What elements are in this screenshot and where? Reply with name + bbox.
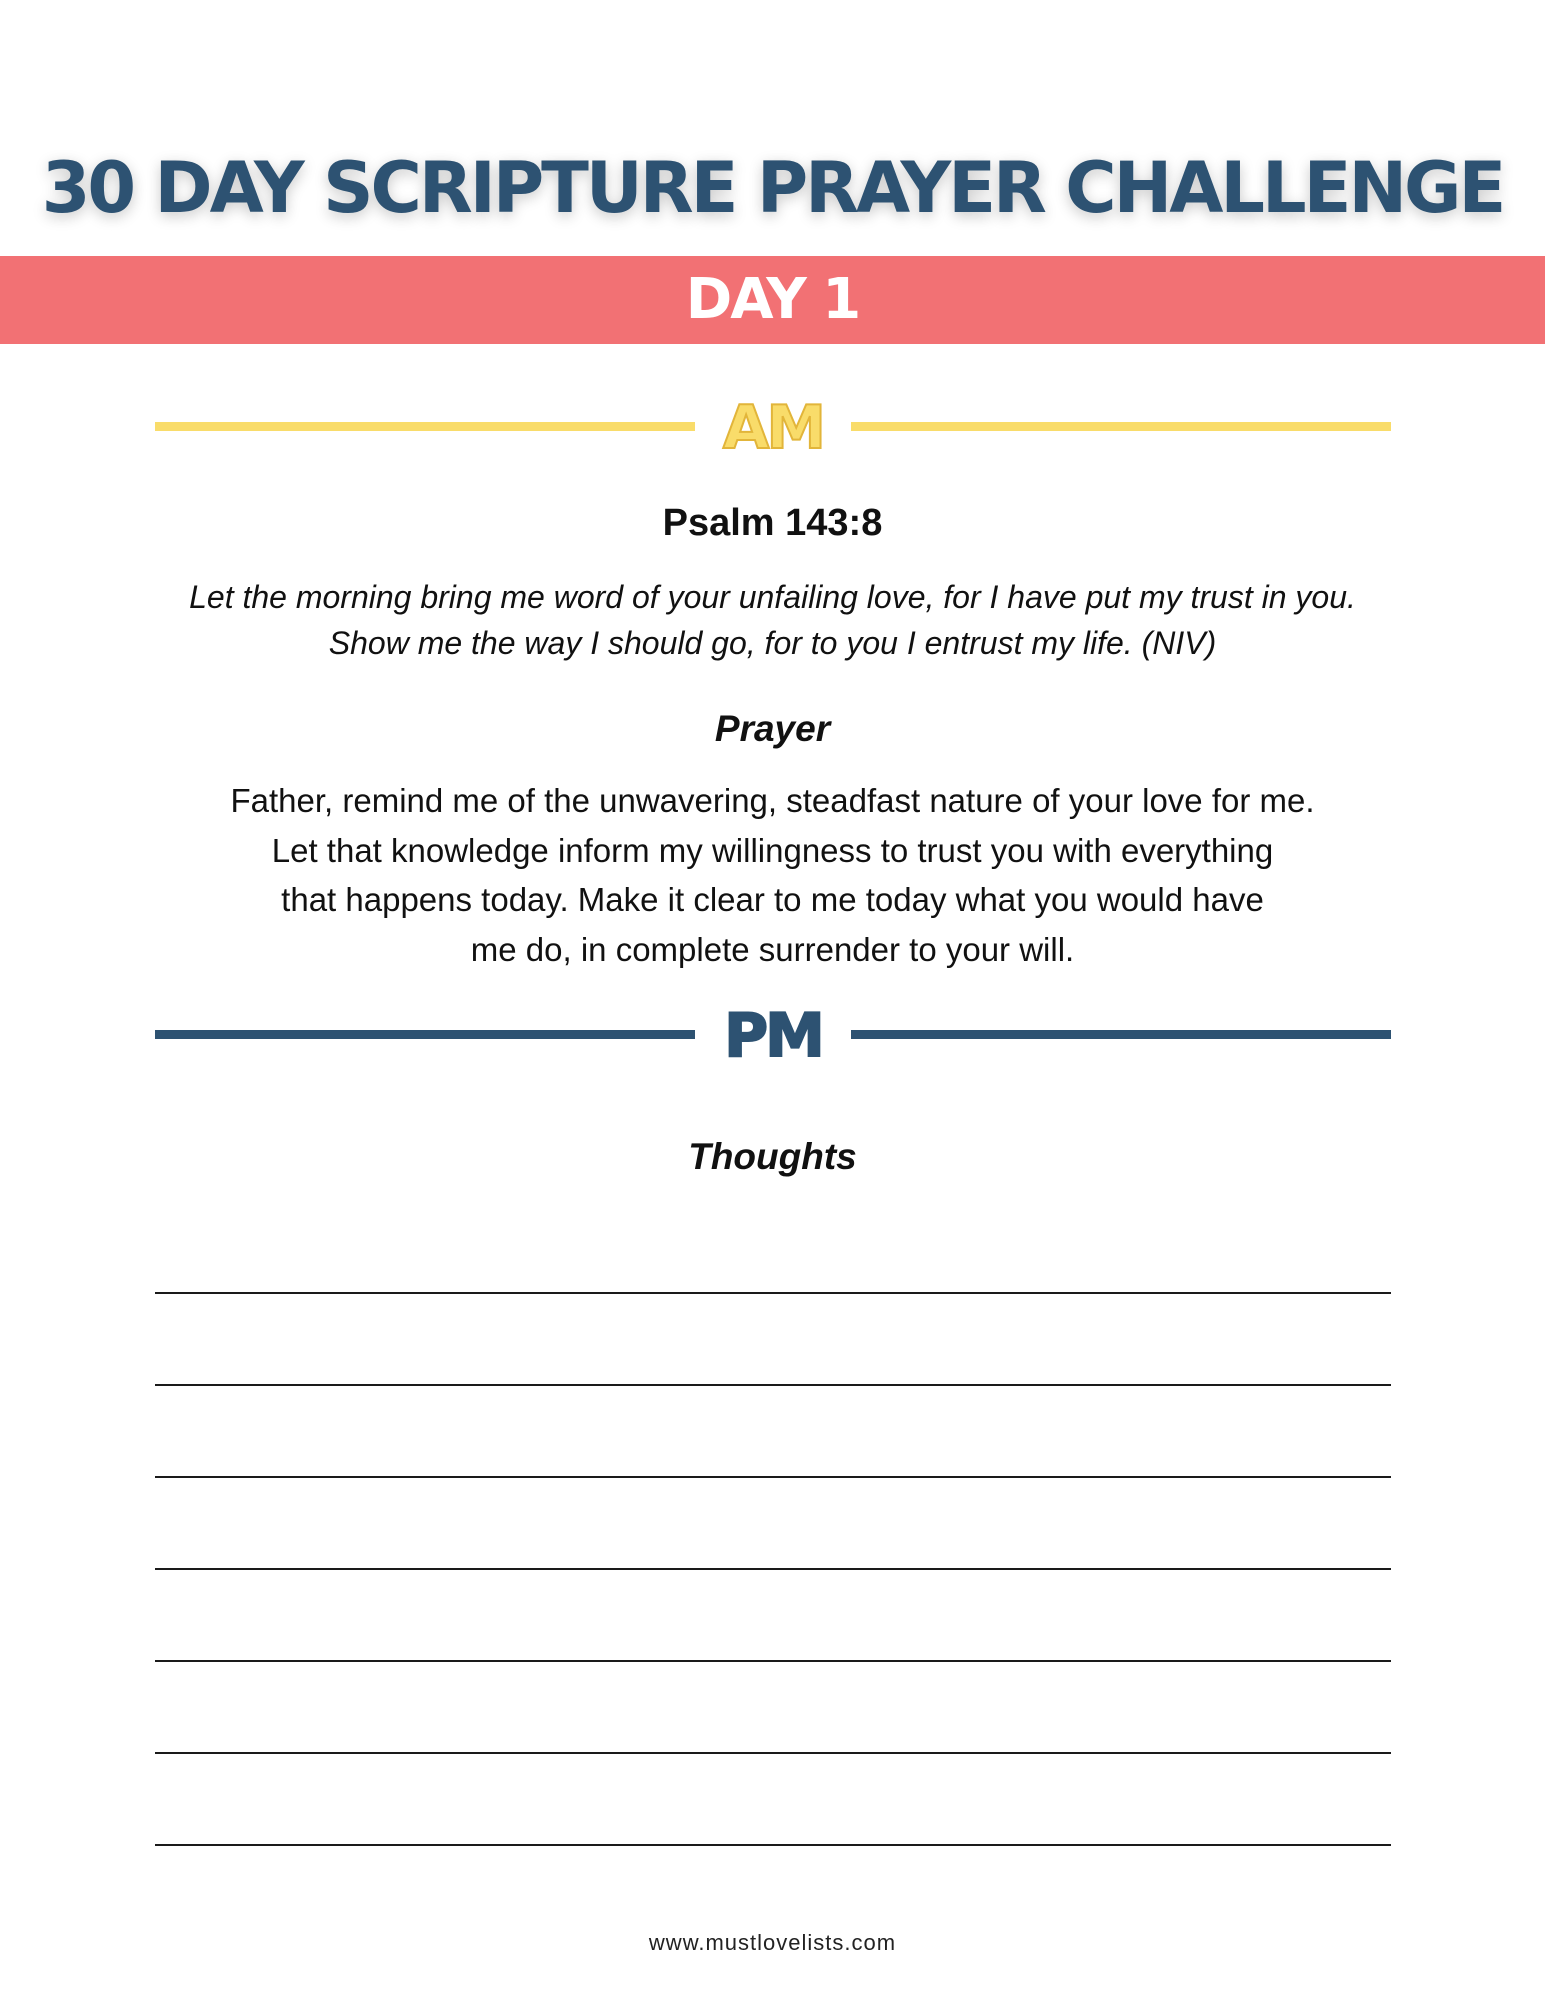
am-divider-rule-right — [851, 422, 1391, 431]
writing-line[interactable] — [155, 1292, 1391, 1294]
day-banner — [0, 256, 1545, 344]
am-label: AM — [722, 393, 824, 463]
am-section-divider — [155, 388, 1391, 468]
writing-line[interactable] — [155, 1384, 1391, 1386]
writing-line[interactable] — [155, 1844, 1391, 1846]
day-label: DAY 1 — [685, 267, 860, 332]
prayer-line: Father, remind me of the unwavering, steadfast nature of your love for me. — [230, 782, 1315, 819]
pm-label: PM — [724, 1001, 822, 1071]
prayer-text — [100, 776, 1445, 974]
verse-line: Let the morning bring me word of your unfailing love, for I have put my trust in you. — [189, 579, 1356, 615]
prayer-line: Let that knowledge inform my willingness to trust you with everything — [271, 831, 1274, 869]
scripture-verse — [100, 574, 1445, 666]
page-title: 30 DAY SCRIPTURE PRAYER CHALLENGE — [41, 147, 1504, 229]
prayer-line: that happens today. Make it clear to me today what you would have — [281, 881, 1264, 918]
verse-line: Show me the way I should go, for to you I entrust my life. (NIV) — [328, 625, 1217, 661]
writing-line[interactable] — [155, 1660, 1391, 1662]
pm-divider-rule-right — [851, 1030, 1391, 1039]
writing-line[interactable] — [155, 1752, 1391, 1754]
writing-line[interactable] — [155, 1568, 1391, 1570]
pm-section-divider — [155, 996, 1391, 1076]
thoughts-heading: Thoughts — [688, 1136, 857, 1177]
writing-line[interactable] — [155, 1476, 1391, 1478]
am-divider-rule-left — [155, 422, 695, 431]
footer-url: www.mustlovelists.com — [648, 1930, 897, 1955]
scripture-reference: Psalm 143:8 — [662, 502, 883, 544]
prayer-heading: Prayer — [714, 708, 831, 749]
pm-divider-rule-left — [155, 1030, 695, 1039]
prayer-line: me do, in complete surrender to your will. — [470, 930, 1075, 968]
